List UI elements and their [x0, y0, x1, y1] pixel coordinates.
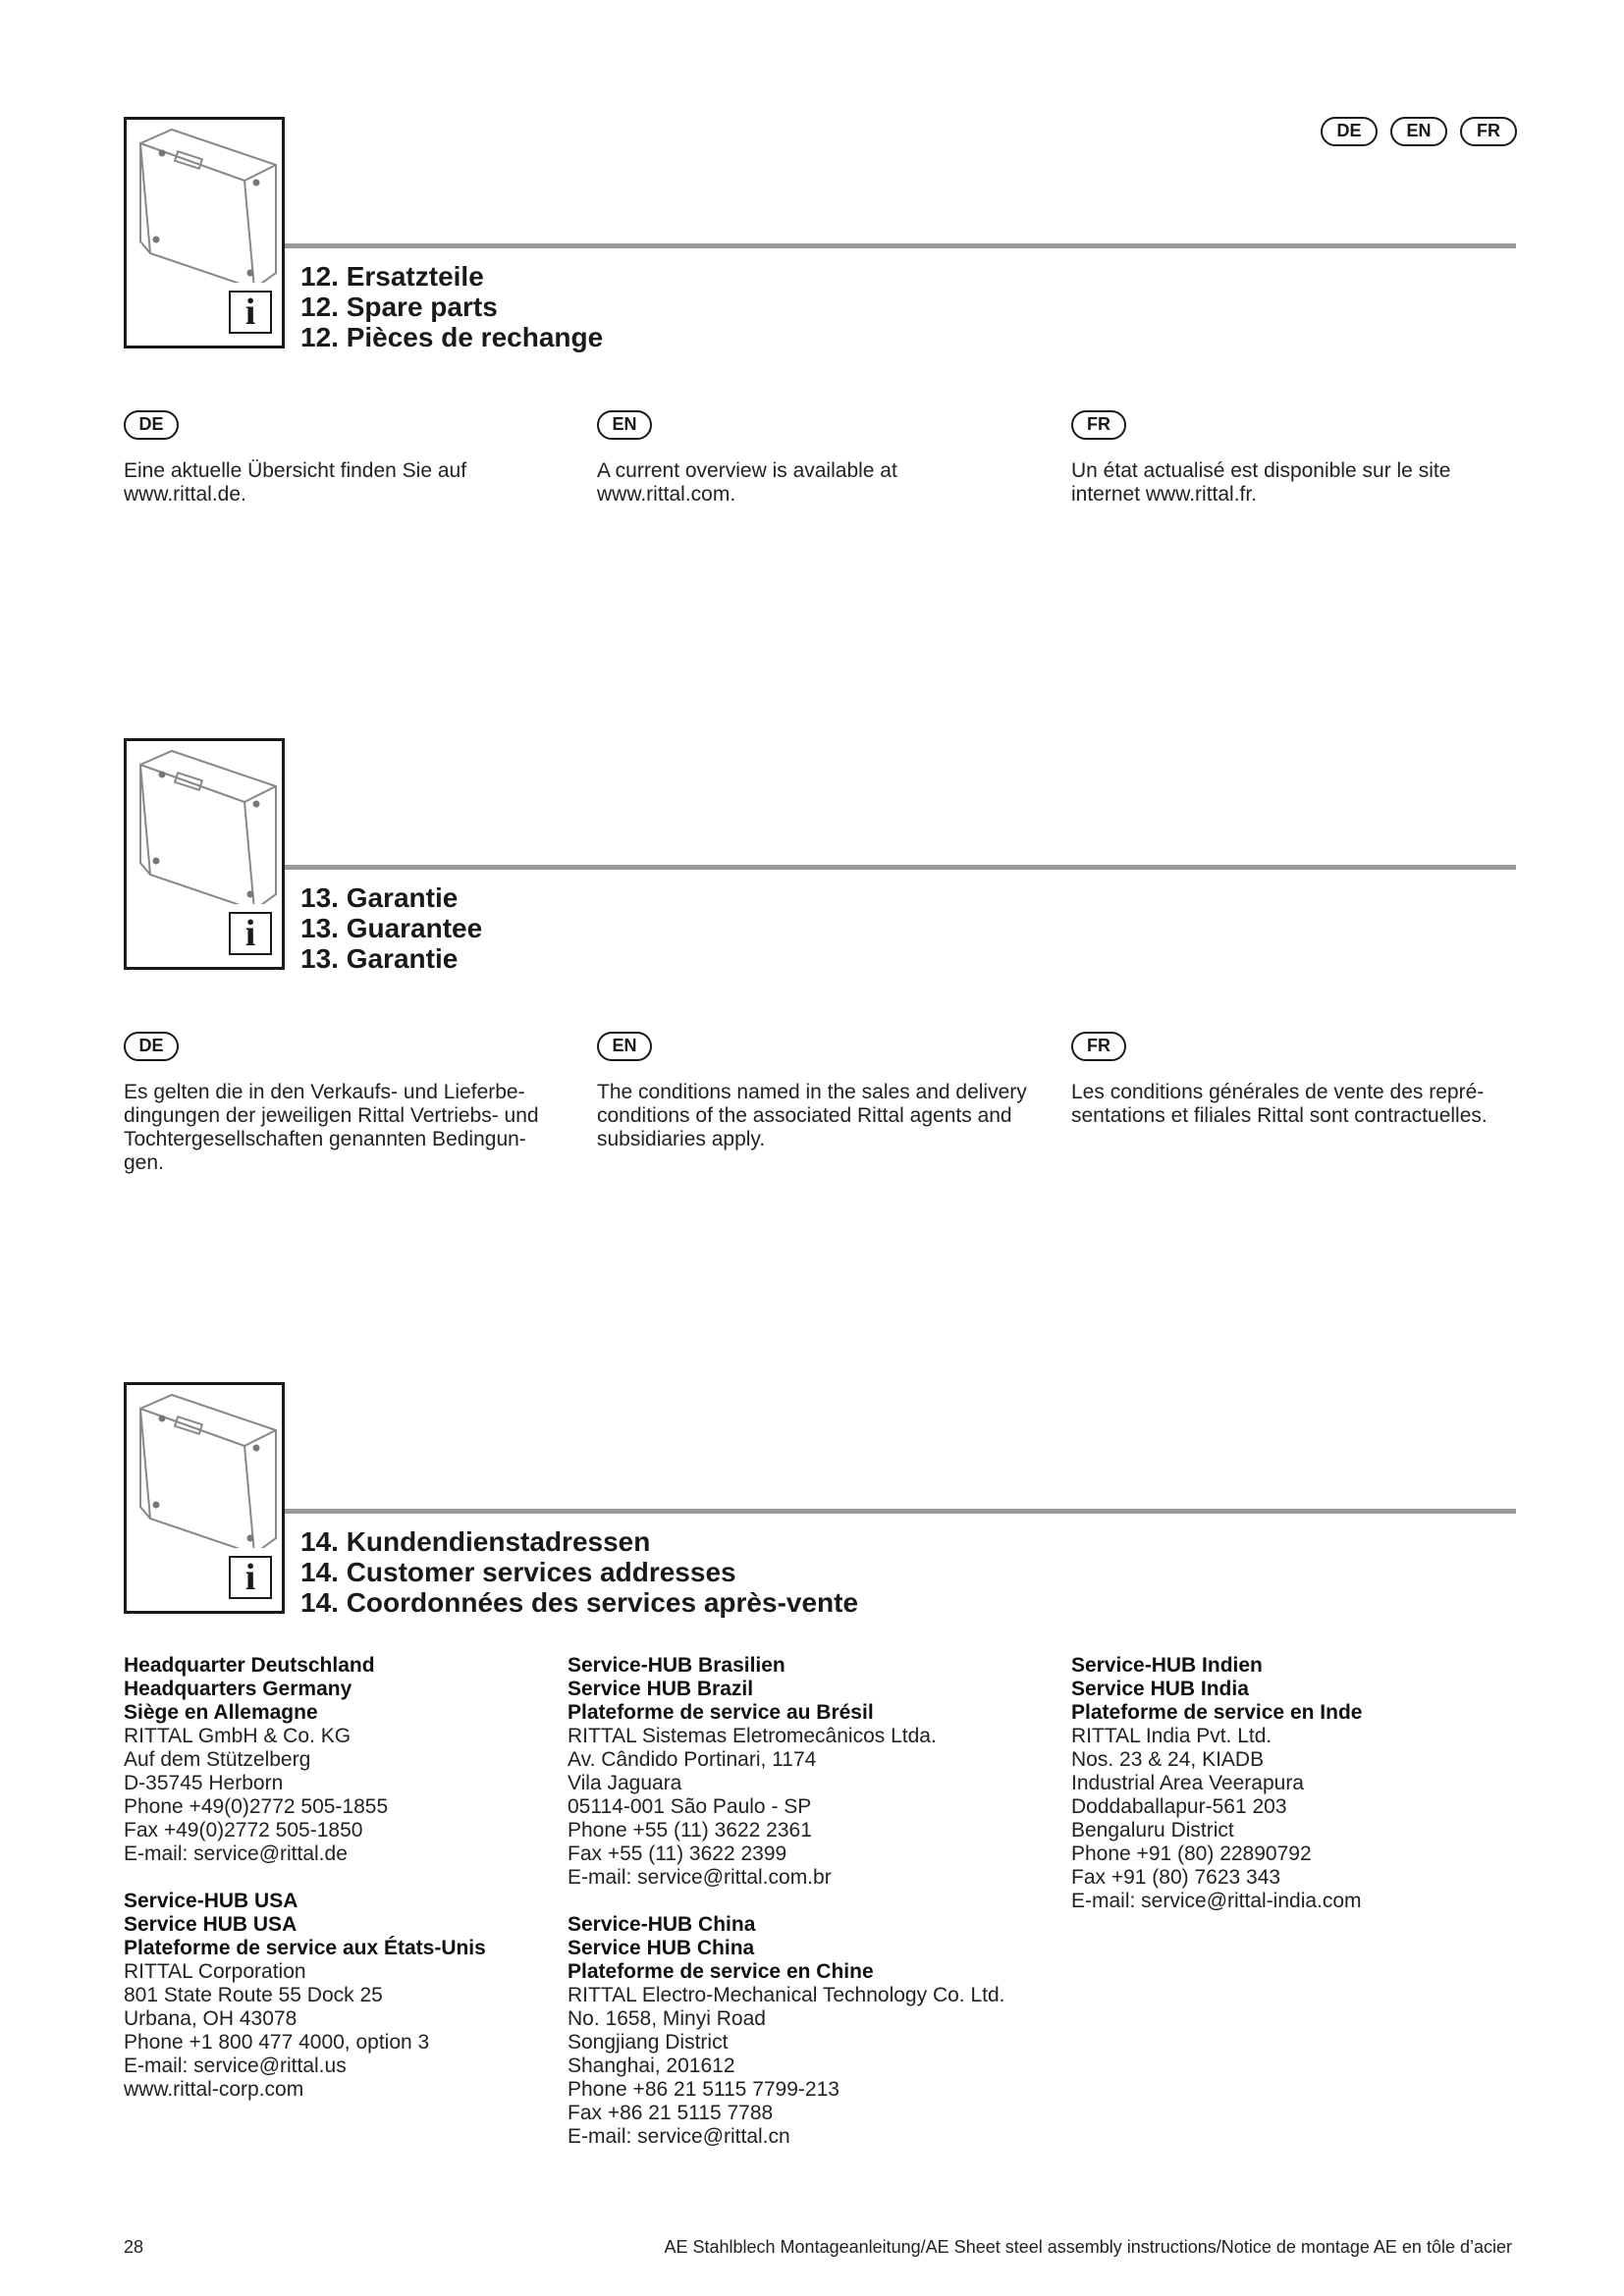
address-line: Auf dem Stützelberg: [124, 1748, 311, 1771]
address-heading: Service-HUB Indien: [1071, 1654, 1263, 1677]
address-heading: Plateforme de service aux États-Unis: [124, 1937, 486, 1959]
email-link[interactable]: E-mail: service@rittal.de: [124, 1842, 348, 1865]
address-line: Fax +91 (80) 7623 343: [1071, 1866, 1281, 1889]
address-block-usa: [124, 1890, 486, 2102]
page-number: 28: [124, 2237, 144, 2257]
address-column-1: [124, 1654, 486, 2102]
address-line: Fax +86 21 5115 7788: [568, 2102, 774, 2124]
info-icon: i: [229, 912, 272, 955]
lang-badge-de: DE: [124, 1032, 179, 1061]
address-line: Nos. 23 & 24, KIADB: [1071, 1748, 1265, 1771]
address-line: Industrial Area Veerapura: [1071, 1772, 1304, 1794]
address-line: Phone +55 (11) 3622 2361: [568, 1819, 812, 1842]
text-line: Un état actualisé est disponible sur le site: [1071, 459, 1451, 482]
address-column-3: [1071, 1654, 1362, 1913]
address-line: Phone +86 21 5115 7799-213: [568, 2078, 839, 2101]
email-link[interactable]: E-mail: service@rittal-india.com: [1071, 1890, 1362, 1912]
address-heading: Service-HUB USA: [124, 1890, 298, 1912]
address-heading: Plateforme de service en Inde: [1071, 1701, 1363, 1724]
enclosure-icon: [133, 747, 280, 904]
address-line: RITTAL India Pvt. Ltd.: [1071, 1725, 1272, 1747]
text-fr: [1071, 1081, 1513, 1128]
address-block-germany: [124, 1654, 486, 1866]
text-line: Eine aktuelle Übersicht finden Sie auf: [124, 459, 467, 482]
address-line: 801 State Route 55 Dock 25: [124, 1984, 383, 2006]
info-icon: i: [229, 291, 272, 334]
heading-fr: 12. Pièces de rechange: [300, 322, 604, 352]
address-line: D-35745 Herborn: [124, 1772, 284, 1794]
address-line: Songjiang District: [568, 2031, 729, 2054]
address-heading: Headquarters Germany: [124, 1678, 352, 1700]
heading-en: 13. Guarantee: [300, 913, 483, 943]
email-link[interactable]: E-mail: service@rittal.us: [124, 2055, 347, 2077]
address-line: Phone +1 800 477 4000, option 3: [124, 2031, 430, 2054]
lang-badge-en: EN: [597, 410, 652, 440]
lang-badge-en: EN: [597, 1032, 652, 1061]
heading-de: 14. Kundendienstadressen: [300, 1526, 651, 1557]
text-line: Es gelten die in den Verkaufs- und Lieferbe-: [124, 1081, 525, 1103]
address-block-india: [1071, 1654, 1362, 1913]
address-line: Bengaluru District: [1071, 1819, 1234, 1842]
lang-badge-en: EN: [1390, 117, 1447, 146]
address-line: Shanghai, 201612: [568, 2055, 735, 2077]
address-line: Fax +55 (11) 3622 2399: [568, 1842, 787, 1865]
address-heading: Service HUB China: [568, 1937, 755, 1959]
text-en: [597, 459, 1039, 507]
section-heading-14: [300, 1526, 858, 1618]
address-heading: Service HUB USA: [124, 1913, 298, 1936]
text-line: A current overview is available at: [597, 459, 897, 482]
text-line: subsidiaries apply.: [597, 1128, 766, 1150]
lang-badge-fr: FR: [1460, 117, 1517, 146]
heading-de: 13. Garantie: [300, 882, 459, 913]
text-line: dingungen der jeweiligen Rittal Vertriebs- und: [124, 1104, 539, 1127]
text-line: Tochtergesellschaften genannten Bedingun-: [124, 1128, 526, 1150]
address-line: Fax +49(0)2772 505-1850: [124, 1819, 363, 1842]
heading-fr: 13. Garantie: [300, 943, 459, 974]
heading-en: 14. Customer services addresses: [300, 1557, 736, 1587]
heading-en: 12. Spare parts: [300, 292, 498, 322]
address-line: Vila Jaguara: [568, 1772, 682, 1794]
section-heading-13: [300, 882, 482, 974]
enclosure-info-icon-14: [124, 1382, 285, 1614]
address-block-china: [568, 1913, 1004, 2149]
enclosure-info-icon-13: [124, 738, 285, 970]
heading-fr: 14. Coordonnées des services après-vente: [300, 1587, 859, 1618]
address-line: RITTAL Sistemas Eletromecânicos Ltda.: [568, 1725, 937, 1747]
address-column-2: [568, 1654, 1004, 2149]
text-line: sentations et filiales Rittal sont contractuelles.: [1071, 1104, 1488, 1127]
text-line: gen.: [124, 1151, 164, 1174]
email-link[interactable]: E-mail: service@rittal.cn: [568, 2125, 790, 2148]
website-link[interactable]: www.rittal-corp.com: [124, 2078, 304, 2101]
address-line: No. 1658, Minyi Road: [568, 2007, 766, 2030]
text-line: www.rittal.com.: [597, 483, 736, 506]
text-line: conditions of the associated Rittal agents and: [597, 1104, 1012, 1127]
info-icon: i: [229, 1556, 272, 1599]
address-heading: Service-HUB China: [568, 1913, 756, 1936]
lang-badge-fr: FR: [1071, 410, 1126, 440]
address-line: Doddaballapur-561 203: [1071, 1795, 1287, 1818]
address-line: Phone +91 (80) 22890792: [1071, 1842, 1312, 1865]
address-heading: Headquarter Deutschland: [124, 1654, 375, 1677]
section-rule: [285, 243, 1516, 248]
address-heading: Siège en Allemagne: [124, 1701, 318, 1724]
text-line: The conditions named in the sales and delivery: [597, 1081, 1027, 1103]
text-line: internet www.rittal.fr.: [1071, 483, 1258, 506]
lang-badge-de: DE: [1321, 117, 1378, 146]
email-link[interactable]: E-mail: service@rittal.com.br: [568, 1866, 832, 1889]
address-heading: Service HUB Brazil: [568, 1678, 754, 1700]
document-title: AE Stahlblech Montageanleitung/AE Sheet steel assembly instructions/Notice de montage AE en tôle d’acier: [664, 2237, 1512, 2257]
address-line: Urbana, OH 43078: [124, 2007, 298, 2030]
section-heading-12: [300, 261, 603, 352]
address-line: RITTAL GmbH & Co. KG: [124, 1725, 352, 1747]
address-line: RITTAL Corporation: [124, 1960, 306, 1983]
lang-badge-fr: FR: [1071, 1032, 1126, 1061]
enclosure-icon: [133, 126, 280, 283]
enclosure-info-icon-12: [124, 117, 285, 348]
address-line: Av. Cândido Portinari, 1174: [568, 1748, 817, 1771]
enclosure-icon: [133, 1391, 280, 1548]
text-line: Les conditions générales de vente des repré-: [1071, 1081, 1485, 1103]
address-line: Phone +49(0)2772 505-1855: [124, 1795, 389, 1818]
text-de: [124, 1081, 566, 1175]
section-rule: [285, 865, 1516, 870]
text-fr: [1071, 459, 1513, 507]
text-de: [124, 459, 566, 507]
address-heading: Service-HUB Brasilien: [568, 1654, 785, 1677]
text-line: www.rittal.de.: [124, 483, 246, 506]
address-block-brazil: [568, 1654, 1004, 1890]
heading-de: 12. Ersatzteile: [300, 261, 484, 292]
section-rule: [285, 1509, 1516, 1514]
address-heading: Service HUB India: [1071, 1678, 1249, 1700]
address-line: 05114-001 São Paulo - SP: [568, 1795, 812, 1818]
address-line: RITTAL Electro-Mechanical Technology Co. Ltd.: [568, 1984, 1005, 2006]
address-heading: Plateforme de service au Brésil: [568, 1701, 874, 1724]
lang-badge-de: DE: [124, 410, 179, 440]
text-en: [597, 1081, 1039, 1151]
address-heading: Plateforme de service en Chine: [568, 1960, 874, 1983]
